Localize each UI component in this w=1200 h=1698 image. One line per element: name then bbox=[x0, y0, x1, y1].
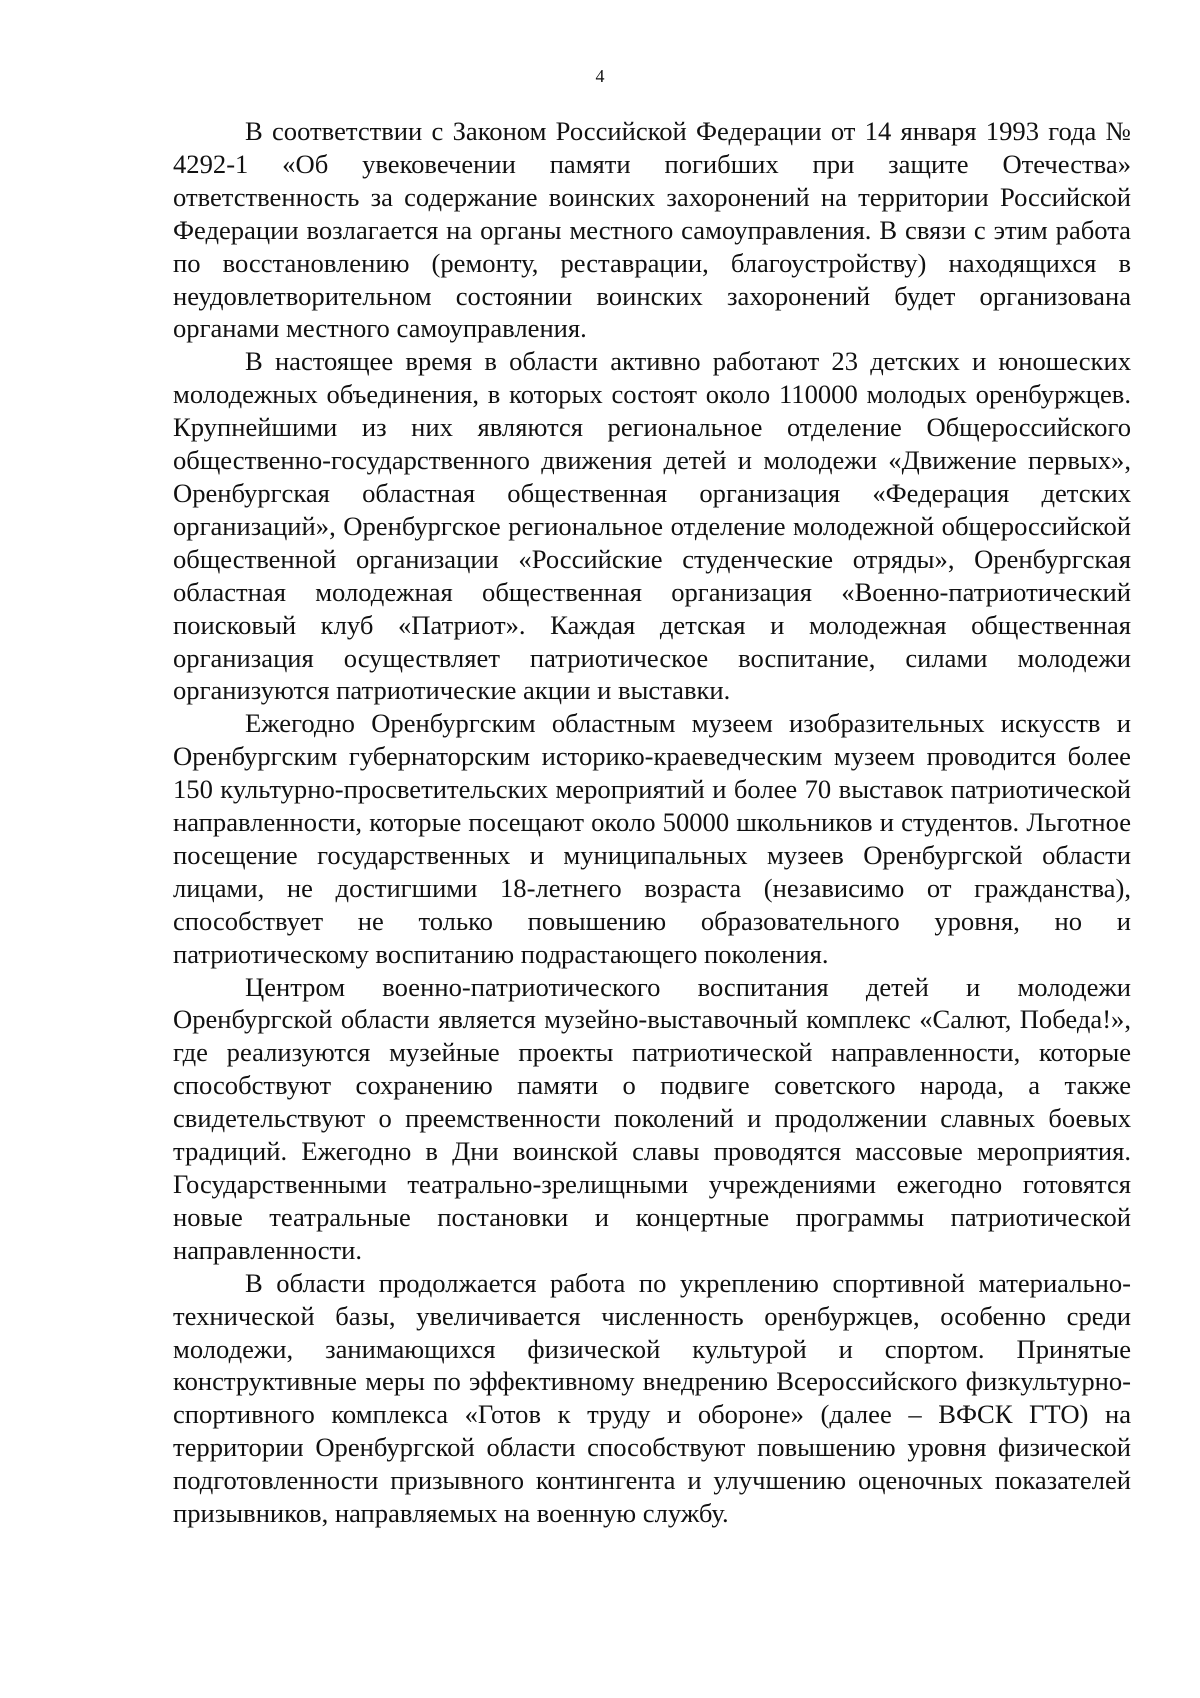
paragraph-sports-gto: В области продолжается работа по укреплению спортивной материально-технической базы, увеличивается численность оренбуржцев, особенно среди молодежи, занимающихся физической культурой и спортом. Принятые конструктивные меры по эффективному внедрению Всероссийского физкультурно-спортивного комплекса «Готов к труду и обороне» (далее – ВФСК ГТО) на территории Оренбургской области способствуют повышению уровня физической подготовленности призывного контингента и улучшению оценочных показателей призывников, направляемых на военную службу. bbox=[173, 1267, 1131, 1529]
paragraph-salute-victory-complex: Центром военно-патриотического воспитания детей и молодежи Оренбургской области является музейно-выставочный комплекс «Салют, Победа!», где реализуются музейные проекты патриотической направленности, которые способствуют сохранению памяти о подвиге советского народа, а также свидетельствуют о преемственности поколений и продолжении славных боевых традиций. Ежегодно в Дни воинской славы проводятся массовые мероприятия. Государственными театрально-зрелищными учреждениями ежегодно готовятся новые театральные постановки и концертные программы патриотической направленности. bbox=[173, 971, 1131, 1265]
page-number: 4 bbox=[595, 66, 605, 86]
paragraph-youth-associations: В настоящее время в области активно работают 23 детских и юношеских молодежных объединения, в которых состоят около 110000 молодых оренбуржцев. Крупнейшими из них являются региональное отделение Общероссийского общественно-государственного движения детей и молодежи «Движение первых», Оренбургская областная общественная организация «Федерация детских организаций», Оренбургское региональное отделение молодежной общероссийской общественной организации «Российские студенческие отряды», Оренбургская областная молодежная общественная организация «Военно-патриотический поисковый клуб «Патриот». Каждая детская и молодежная общественная организация осуществляет патриотическое воспитание, силами молодежи организуются патриотические акции и выставки. bbox=[173, 346, 1131, 706]
document-body bbox=[173, 115, 1131, 1530]
paragraph-museum-events: Ежегодно Оренбургским областным музеем изобразительных искусств и Оренбургским губернаторским историко-краеведческим музеем проводится более 150 культурно-просветительских мероприятий и более 70 выставок патриотической направленности, которые посещают около 50000 школьников и студентов. Льготное посещение государственных и муниципальных музеев Оренбургской области лицами, не достигшими 18-летнего возраста (независимо от гражданства), способствует не только повышению образовательного уровня, но и патриотическому воспитанию подрастающего поколения. bbox=[173, 708, 1131, 969]
paragraph-war-graves-law: В соответствии с Законом Российской Федерации от 14 января 1993 года № 4292-1 «Об увековечении памяти погибших при защите Отечества» ответственность за содержание воинских захоронений на территории Российской Федерации возлагается на органы местного самоуправления. В связи с этим работа по восстановлению (ремонту, реставрации, благоустройству) находящихся в неудовлетворительном состоянии воинских захоронений будет организована органами местного самоуправления. bbox=[173, 116, 1131, 344]
